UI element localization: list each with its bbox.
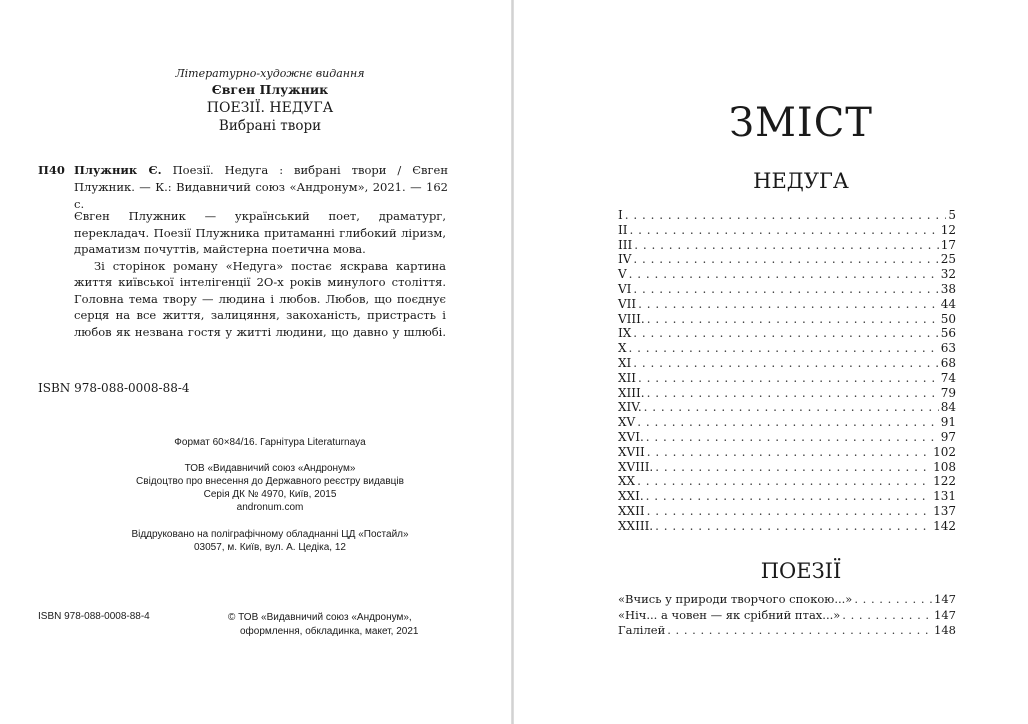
copyright-notice (228, 611, 458, 639)
publisher-info (70, 462, 470, 514)
toc-leader-dots (647, 445, 931, 460)
toc-entry-label: XX (618, 474, 636, 489)
toc-entry-page: 12 (940, 222, 956, 237)
annotation (74, 208, 446, 340)
toc-leader-dots (633, 252, 938, 267)
publisher-series: Серія ДК № 4970, Київ, 2015 (203, 489, 337, 500)
toc-entry-page: 137 (933, 503, 956, 518)
toc-entry-label: XIII. (618, 385, 645, 400)
isbn: ISBN 978-088-0008-88-4 (38, 381, 190, 395)
toc-leader-dots (647, 386, 939, 401)
toc-leader-dots (644, 400, 939, 415)
toc-leader-dots (633, 326, 938, 341)
toc-entry (618, 592, 956, 608)
toc-leader-dots (629, 341, 939, 356)
book-subtitle: Вибрані твори (218, 118, 322, 134)
toc-entry-label: VI (618, 281, 632, 296)
biblio-text: Поезії. Недуга : вибрані твори / Євген Плужник. — К.: Видавничий союз «Андронум», 2021. — 162 с. (74, 163, 449, 211)
biblio-description (74, 162, 448, 213)
toc-entry-label: «Ніч... а човен — як срібний птах...» (618, 607, 841, 622)
toc-leader-dots (638, 371, 939, 386)
toc-entry-label: VII (618, 296, 637, 311)
annotation-paragraph-1: Євген Плужник — український поет, драматург, перекладач. Поезії Плужника притаманні глибокий ліризм, драматизм почуттів, майстерна поетична мова. (74, 209, 446, 256)
toc-list-poezii (618, 592, 956, 639)
section-title-poezii: ПОЕЗІЇ (760, 559, 842, 583)
toc-entry (618, 489, 956, 504)
book-title: ПОЕЗІЇ. НЕДУГА (206, 100, 334, 116)
printing-info (70, 528, 470, 554)
toc-leader-dots (629, 267, 939, 282)
toc-entry-label: XVI. (618, 429, 644, 444)
toc-leader-dots (637, 415, 939, 430)
toc-leader-dots (646, 489, 931, 504)
toc-leader-dots (629, 223, 938, 238)
toc-leader-dots (638, 297, 939, 312)
toc-entry-page: 148 (934, 623, 956, 637)
toc-entry (618, 474, 956, 489)
toc-entry-label: IX (618, 326, 632, 341)
toc-entry (618, 312, 956, 327)
toc-entry (618, 267, 956, 282)
toc-entry-label: XIV. (618, 400, 642, 415)
biblio-author: Плужник Є. (74, 163, 162, 177)
contents-title: ЗМІСТ (729, 100, 873, 146)
toc-leader-dots (647, 312, 939, 327)
bottom-isbn: ISBN 978-088-0008-88-4 (38, 611, 150, 622)
toc-entry-label: III (618, 237, 633, 252)
toc-entry (618, 519, 956, 534)
toc-entry (618, 430, 956, 445)
toc-entry-page: 122 (933, 474, 956, 489)
author-name: Євген Плужник (211, 82, 329, 97)
toc-entry (618, 623, 956, 639)
toc-leader-dots (633, 356, 938, 371)
toc-entry-label: XXII (618, 503, 645, 518)
right-page-contents (514, 0, 1028, 724)
format-line: Формат 60×84/16. Гарнітура Literaturnaya (174, 437, 366, 448)
toc-entry-page: 50 (940, 311, 956, 326)
publisher-name: ТОВ «Видавничий союз «Андронум» (184, 463, 356, 474)
toc-entry-label: I (618, 208, 623, 222)
toc-entry-label: «Вчись у природи творчого спокою...» (618, 592, 853, 606)
toc-leader-dots (854, 592, 932, 608)
toc-entry (618, 356, 956, 371)
bibliographic-record (38, 162, 448, 213)
toc-leader-dots (667, 623, 932, 639)
toc-entry-page: 44 (940, 296, 956, 311)
toc-entry-page: 147 (934, 607, 956, 622)
library-code: П40 (38, 163, 65, 177)
toc-entry (618, 386, 956, 401)
toc-entry (618, 282, 956, 297)
printer-address: 03057, м. Київ, вул. А. Цедіка, 12 (194, 542, 346, 553)
toc-leader-dots (655, 460, 931, 475)
toc-entry-page: 74 (940, 370, 956, 385)
toc-entry (618, 252, 956, 267)
toc-entry (618, 238, 956, 253)
toc-entry-label: XXI. (618, 489, 644, 504)
toc-entry (618, 608, 956, 624)
toc-entry-label: IV (618, 252, 632, 267)
toc-entry-label: VIII. (618, 311, 645, 326)
toc-entry-page: 38 (940, 281, 956, 296)
toc-leader-dots (633, 282, 938, 297)
toc-entry-page: 108 (933, 459, 956, 474)
publisher-website: andronum.com (236, 502, 304, 513)
toc-entry-label: XV (618, 415, 636, 430)
toc-entry-page: 91 (940, 415, 956, 430)
toc-entry-label: XXIII. (618, 518, 654, 533)
toc-entry-label: XVII (618, 444, 645, 459)
toc-leader-dots (625, 208, 947, 223)
toc-entry-page: 17 (940, 237, 956, 252)
toc-entry (618, 504, 956, 519)
toc-entry-label: XII (618, 370, 637, 385)
toc-entry (618, 415, 956, 430)
toc-entry-page: 79 (940, 385, 956, 400)
imprint-header (80, 66, 460, 135)
copyright-line-1: © ТОВ «Видавничий союз «Андронум», (228, 612, 412, 623)
toc-leader-dots (655, 519, 931, 534)
toc-entry-page: 131 (933, 489, 956, 504)
toc-entry-label: V (618, 267, 627, 282)
toc-entry-label: XVIII. (618, 459, 654, 474)
toc-entry-page: 84 (940, 400, 956, 415)
toc-entry-page: 5 (948, 208, 956, 222)
toc-leader-dots (647, 504, 932, 519)
toc-entry-page: 97 (940, 429, 956, 444)
toc-entry-label: Галілей (618, 623, 666, 637)
toc-entry-page: 147 (934, 592, 956, 606)
toc-entry-label: X (618, 341, 627, 356)
toc-entry (618, 297, 956, 312)
copyright-line-2: оформлення, обкладинка, макет, 2021 (240, 626, 419, 637)
toc-leader-dots (634, 238, 938, 253)
toc-entry (618, 400, 956, 415)
printer-name: Віддруковано на поліграфічному обладнанні ЦД «Постайл» (131, 529, 409, 540)
publisher-certificate: Свідоцтво про внесення до Державного реєстру видавців (136, 476, 404, 487)
toc-entry-page: 25 (940, 252, 956, 267)
toc-entry-page: 32 (940, 267, 956, 282)
toc-entry-page: 68 (940, 355, 956, 370)
toc-entry (618, 371, 956, 386)
section-title-nedyha: НЕДУГА (753, 169, 849, 193)
toc-entry-page: 102 (933, 444, 956, 459)
left-page-imprint (0, 0, 512, 724)
toc-entry (618, 341, 956, 356)
annotation-paragraph-2: Зі сторінок роману «Недуга» постає яскрава картина життя київської інтелігенції 2О-х років минулого століття. Головна тема твору — людина і любов. Любов, що поєднує серця на все життя, залицяння, закоханість, пристрасть і любов як незвана гостя у житті людини, що давно у шлюбі. (74, 258, 446, 339)
toc-entry-page: 63 (940, 341, 956, 356)
toc-leader-dots (646, 430, 939, 445)
toc-leader-dots (842, 608, 932, 624)
toc-entry (618, 445, 956, 460)
toc-entry (618, 223, 956, 238)
toc-leader-dots (637, 474, 931, 489)
toc-entry-page: 142 (933, 518, 956, 533)
toc-entry (618, 460, 956, 475)
toc-entry-label: II (618, 222, 628, 237)
toc-entry-page: 56 (940, 326, 956, 341)
toc-entry-label: XI (618, 355, 632, 370)
genre-line: Літературно-художнє видання (175, 67, 365, 80)
toc-list-nedyha (618, 208, 956, 534)
toc-entry (618, 208, 956, 223)
toc-entry (618, 326, 956, 341)
